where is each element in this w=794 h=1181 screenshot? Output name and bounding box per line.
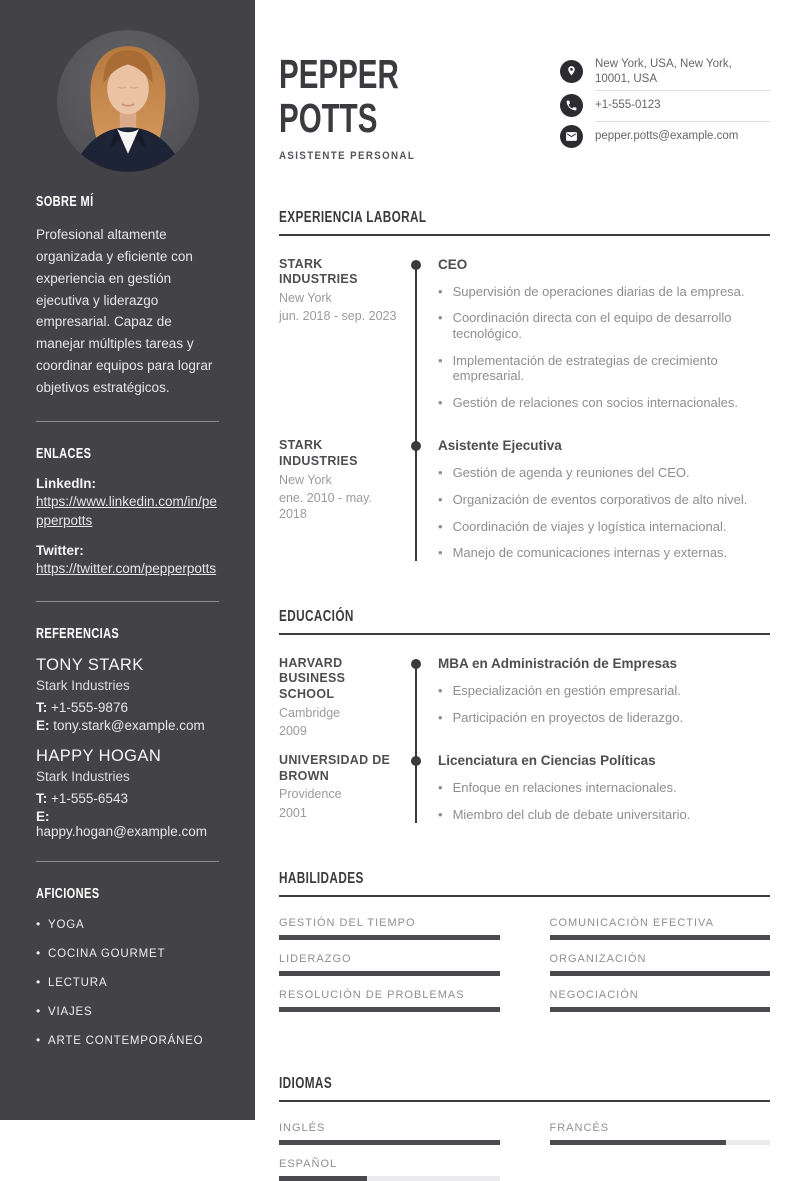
linkedin-label: LinkedIn: (36, 475, 96, 491)
skill-bar (550, 1007, 771, 1012)
about-text: Profesional altamente organizada y eficiente con experiencia en gestión ejecutiva y liderazgo empresarial. Capaz de manejar múltiples tareas y coordinar equipos para lograr objetivos estratégicos. (36, 227, 213, 396)
experience-entry (279, 438, 770, 561)
reference-phone: T: +1-555-6543 (36, 790, 128, 806)
sidebar (0, 0, 255, 1120)
hobbies-section (36, 886, 219, 1047)
bullet-icon: • (438, 518, 443, 534)
divider (36, 601, 219, 602)
bullet-icon: • (36, 974, 42, 989)
language-bar (279, 1140, 500, 1145)
portrait-illustration (57, 30, 199, 172)
bullet-icon: • (36, 1032, 42, 1047)
bullet-icon: • (438, 683, 443, 699)
skill-bar (279, 1007, 500, 1012)
skill-bar (550, 935, 771, 940)
reference-name: HAPPY HOGAN (36, 746, 162, 765)
timeline-dot-icon (411, 441, 421, 451)
company-location: New York (279, 472, 332, 487)
timeline (411, 656, 433, 753)
contact-row-location (560, 57, 770, 87)
divider (36, 421, 219, 422)
employment-dates: jun. 2018 - sep. 2023 (279, 309, 397, 324)
reference-item (36, 656, 219, 733)
skill-item: NEGOCIACIÓN (550, 989, 771, 1012)
section-rule (279, 234, 770, 236)
skill-bar (279, 935, 500, 940)
experience-entry (279, 257, 770, 439)
education-entry (279, 656, 770, 753)
page-title: PEPPER POTTS (279, 51, 399, 142)
bullet-icon: • (36, 916, 42, 931)
role-title: CEO (438, 256, 468, 272)
references-section (36, 626, 219, 862)
degree-title: Licenciatura en Ciencias Políticas (438, 753, 656, 769)
reference-name: TONY STARK (36, 655, 144, 674)
timeline-dot-icon (411, 756, 421, 766)
language-item: INGLÉS (279, 1122, 500, 1145)
contact-block (560, 57, 770, 149)
bullet-icon: • (36, 1003, 42, 1018)
hobby-item: • COCINA GOURMET (36, 945, 166, 960)
bullet-icon: • (438, 780, 443, 796)
hobbies-title: AFICIONES (36, 885, 100, 902)
language-bar (550, 1140, 771, 1145)
school-name: HARVARD BUSINESS SCHOOL (279, 655, 346, 702)
education-title: EDUCACIÓN (279, 607, 354, 625)
linkedin-link[interactable]: https://www.linkedin.com/in/pepperpotts (36, 493, 217, 529)
bullet-icon: • (438, 545, 443, 561)
degree-title: MBA en Administración de Empresas (438, 655, 678, 671)
section-rule (279, 633, 770, 635)
education-dates: 2001 (279, 806, 307, 821)
skill-bar (279, 971, 500, 976)
bullet-icon: • (438, 492, 443, 508)
education-entry (279, 753, 770, 822)
employment-dates: ene. 2010 - may. 2018 (279, 491, 372, 521)
reference-item (36, 747, 219, 839)
languages-title: IDIOMAS (279, 1074, 333, 1092)
contact-email: pepper.potts@example.com (595, 130, 739, 143)
location-icon (560, 60, 583, 83)
skills-section (279, 870, 770, 1012)
divider (595, 90, 770, 91)
section-rule (279, 1100, 770, 1102)
timeline-dot-icon (411, 659, 421, 669)
skills-title: HABILIDADES (279, 869, 364, 887)
about-section (36, 194, 219, 422)
divider (36, 861, 219, 862)
reference-company: Stark Industries (36, 677, 130, 693)
contact-row-phone (560, 94, 770, 118)
bullet-icon: • (438, 352, 443, 368)
timeline (411, 257, 433, 439)
skill-item: GESTIÓN DEL TIEMPO (279, 917, 500, 940)
header (279, 52, 770, 162)
timeline (411, 438, 433, 561)
company-name: STARK INDUSTRIES (279, 256, 358, 287)
timeline-dot-icon (411, 260, 421, 270)
experience-section (279, 209, 770, 561)
bullet-icon: • (438, 465, 443, 481)
company-location: New York (279, 290, 332, 305)
school-location: Cambridge (279, 705, 341, 720)
references-title: REFERENCIAS (36, 625, 120, 642)
links-title: ENLACES (36, 445, 92, 462)
bullet-icon: • (438, 394, 443, 410)
job-title: ASISTENTE PERSONAL (279, 149, 416, 162)
education-dates: 2009 (279, 724, 307, 739)
bullet-icon: • (438, 807, 443, 822)
main-column (255, 0, 794, 1170)
section-rule (279, 895, 770, 897)
languages-section (279, 1075, 770, 1181)
hobby-item: • LECTURA (36, 974, 108, 989)
role-title: Asistente Ejecutiva (438, 438, 562, 454)
degree-bullets: • Especialización en gestión empresarial. • Participación en proyectos de liderazgo. (438, 683, 684, 725)
hobby-item: • YOGA (36, 916, 85, 931)
divider (595, 121, 770, 122)
reference-company: Stark Industries (36, 768, 130, 784)
profile-photo (57, 30, 199, 172)
language-item: FRANCÉS (550, 1122, 771, 1145)
language-bar (279, 1176, 500, 1181)
hobby-item: • VIAJES (36, 1003, 93, 1018)
school-name: UNIVERSIDAD DE BROWN (279, 753, 391, 783)
skill-item: ORGANIZACIÓN (550, 953, 771, 976)
language-item: ESPAÑOL (279, 1158, 500, 1181)
bullet-icon: • (36, 945, 42, 960)
reference-email: E: tony.stark@example.com (36, 717, 205, 733)
school-location: Providence (279, 787, 342, 802)
email-icon (560, 125, 583, 148)
skill-bar (550, 971, 771, 976)
about-title: SOBRE MÍ (36, 194, 94, 210)
role-bullets: • Supervisión de operaciones diarias de la empresa. • Coordinación directa con el equipo de desarrollo tecnológico. • Implementación de estrategias de crecimiento empresarial. • Gestión de relaciones con socios internacionales. (438, 283, 745, 410)
skill-item: LIDERAZGO (279, 953, 500, 976)
education-section (279, 608, 770, 823)
skill-item: COMUNICACIÓN EFECTIVA (550, 917, 771, 940)
bullet-icon: • (438, 283, 443, 299)
skill-item: RESOLUCIÓN DE PROBLEMAS (279, 989, 500, 1012)
reference-email: E: happy.hogan@example.com (36, 808, 208, 839)
hobby-item: • ARTE CONTEMPORÁNEO (36, 1032, 204, 1047)
timeline (411, 753, 433, 822)
contact-location: New York, USA, New York, 10001, USA (595, 58, 732, 85)
bullet-icon: • (438, 310, 443, 326)
bullet-icon: • (438, 709, 443, 725)
name-block (279, 52, 445, 162)
experience-title: EXPERIENCIA LABORAL (279, 208, 427, 226)
contact-row-email (560, 125, 770, 149)
company-name: STARK INDUSTRIES (279, 438, 358, 468)
reference-phone: T: +1-555-9876 (36, 699, 128, 715)
links-section (36, 446, 219, 602)
role-bullets: • Gestión de agenda y reuniones del CEO. • Organización de eventos corporativos de alto nivel. • Coordinación de viajes y logística internacional. • Manejo de comunicaciones internas y externas. (438, 465, 748, 561)
degree-bullets: • Enfoque en relaciones internacionales. • Miembro del club de debate universitario. (438, 780, 691, 822)
twitter-label: Twitter: (36, 543, 84, 558)
contact-phone: +1-555-0123 (595, 99, 661, 112)
twitter-link[interactable]: https://twitter.com/pepperpotts (36, 561, 217, 576)
phone-icon (560, 94, 583, 117)
